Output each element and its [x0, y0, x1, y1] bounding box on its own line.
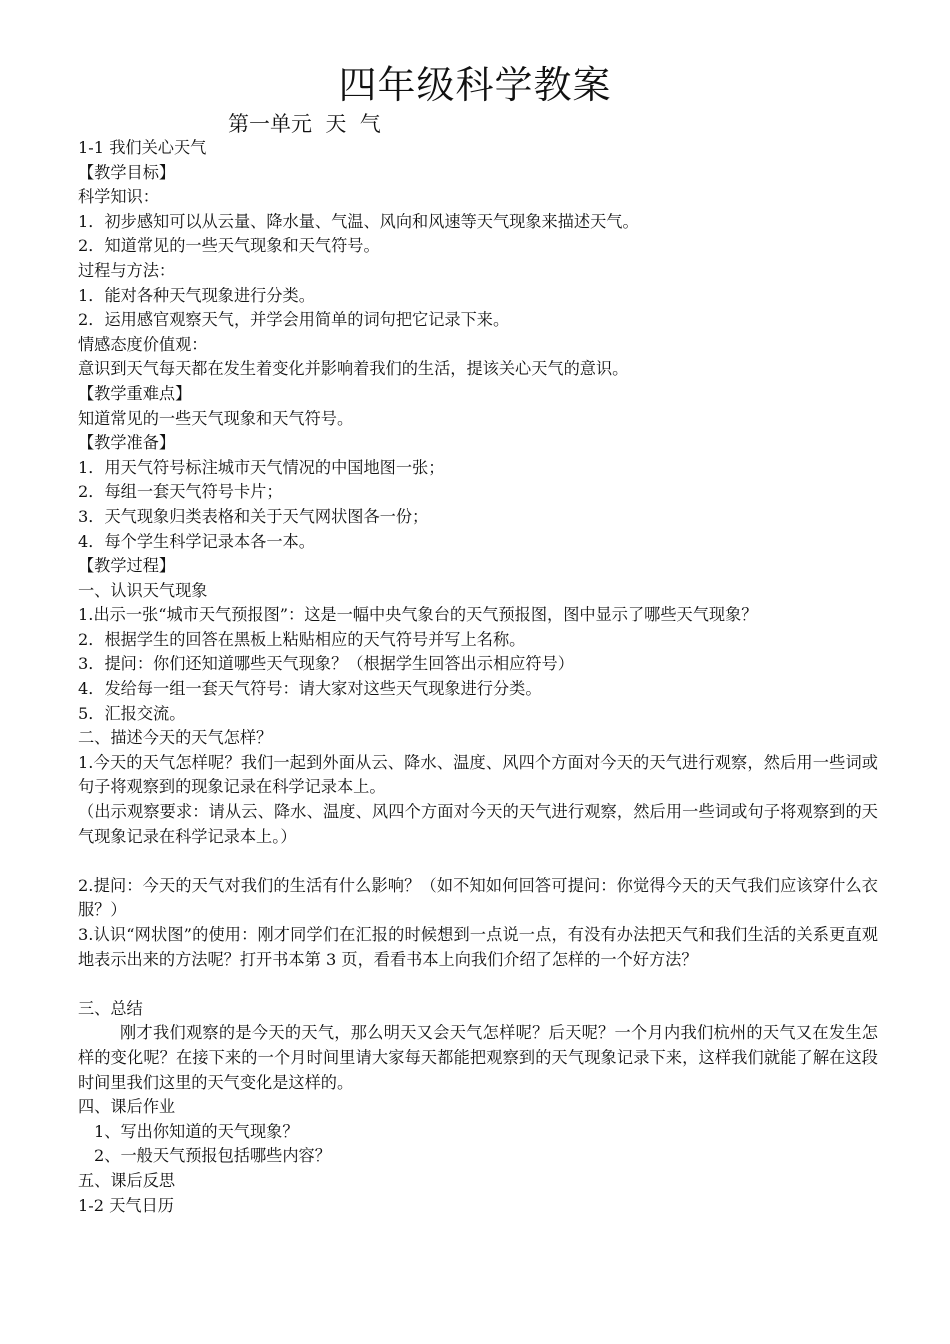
- prep-item: 1．用天气符号标注城市天气情况的中国地图一张；: [78, 457, 445, 477]
- prep-item: 4．每个学生科学记录本各一本。: [78, 531, 315, 551]
- section-heading-process: 【教学过程】: [78, 556, 176, 576]
- section-heading-keypoints: 【教学重难点】: [78, 383, 192, 403]
- process-item: 1．能对各种天气现象进行分类。: [78, 285, 315, 305]
- step-paragraph: 2.提问：今天的天气对我们的生活有什么影响？（如不知如何回答可提问：你觉得今天的天气我们应该穿什么衣服？）: [78, 875, 878, 920]
- lesson-heading: 1-1 我们关心天气: [78, 138, 207, 157]
- unit-title: 第一单元 天 气: [228, 112, 381, 136]
- step-note: （出示观察要求：请从云、降水、温度、风四个方面对今天的天气进行观察，然后用一些词或句子将观察到的天气现象记录在科学记录本上。）: [78, 802, 878, 846]
- summary-paragraph: 刚才我们观察的是今天的天气，那么明天又会天气怎样呢？后天呢？一个月内我们杭州的天气又在发生怎样的变化呢？在接下来的一个月时间里请大家每天都能把观察到的天气现象记录下来，这样我们就能了解在这段时间里我们这里的天气变化是这样的。: [78, 1023, 878, 1092]
- step-paragraph: 1.今天的天气怎样呢？我们一起到外面从云、降水、温度、风四个方面对今天的天气进行观察，然后用一些词或句子将观察到的现象记录在科学记录本上。: [78, 752, 878, 797]
- section-heading-goals: 【教学目标】: [78, 162, 176, 182]
- lesson-heading: 1-2 天气日历: [78, 1195, 174, 1215]
- homework-item: 1、写出你知道的天气现象？: [94, 1121, 299, 1141]
- homework-item: 2、一般天气预报包括哪些内容？: [94, 1146, 331, 1166]
- prep-item: 3．天气现象归类表格和关于天气网状图各一份；: [78, 506, 429, 526]
- label-knowledge: 科学知识：: [78, 187, 159, 207]
- step-item: 2．根据学生的回答在黑板上粘贴相应的天气符号并写上名称。: [78, 629, 526, 649]
- lesson-body: [78, 136, 878, 1218]
- step-item: 4．发给每一组一套天气符号：请大家对这些天气现象进行分类。: [78, 679, 542, 699]
- step-title: 五、课后反思: [78, 1170, 176, 1190]
- step-title: 二、描述今天的天气怎样？: [78, 728, 273, 748]
- label-emotion: 情感态度价值观：: [78, 334, 208, 354]
- label-process-method: 过程与方法：: [78, 260, 176, 280]
- process-item: 2．运用感官观察天气，并学会用简单的词句把它记录下来。: [78, 310, 510, 330]
- blank-line: [78, 972, 878, 997]
- step-item: 1.出示一张“城市天气预报图”：这是一幅中央气象台的天气预报图，图中显示了哪些天气现象？: [78, 605, 758, 625]
- step-title: 一、认识天气现象: [78, 580, 208, 600]
- section-heading-preparation: 【教学准备】: [78, 433, 176, 453]
- prep-item: 2．每组一套天气符号卡片；: [78, 482, 283, 502]
- knowledge-item: 1．初步感知可以从云量、降水量、气温、风向和风速等天气现象来描述天气。: [78, 211, 639, 231]
- document-title: 四年级科学教案: [338, 63, 612, 107]
- blank-line: [78, 849, 878, 874]
- step-paragraph: 3.认识“网状图”的使用：刚才同学们在汇报的时候想到一点说一点，有没有办法把天气和我们生活的关系更直观地表示出来的方法呢？打开书本第 3 页，看看书本上向我们介绍了怎样的一个好方法？: [78, 925, 878, 969]
- step-item: 3．提问：你们还知道哪些天气现象？（根据学生回答出示相应符号）: [78, 654, 574, 674]
- step-item: 5．汇报交流。: [78, 703, 186, 723]
- knowledge-item: 2．知道常见的一些天气现象和天气符号。: [78, 236, 380, 256]
- step-title: 三、总结: [78, 998, 143, 1018]
- step-title: 四、课后作业: [78, 1097, 176, 1117]
- keypoint-item: 知道常见的一些天气现象和天气符号。: [78, 408, 354, 428]
- emotion-item: 意识到天气每天都在发生着变化并影响着我们的生活，提该关心天气的意识。: [78, 359, 629, 379]
